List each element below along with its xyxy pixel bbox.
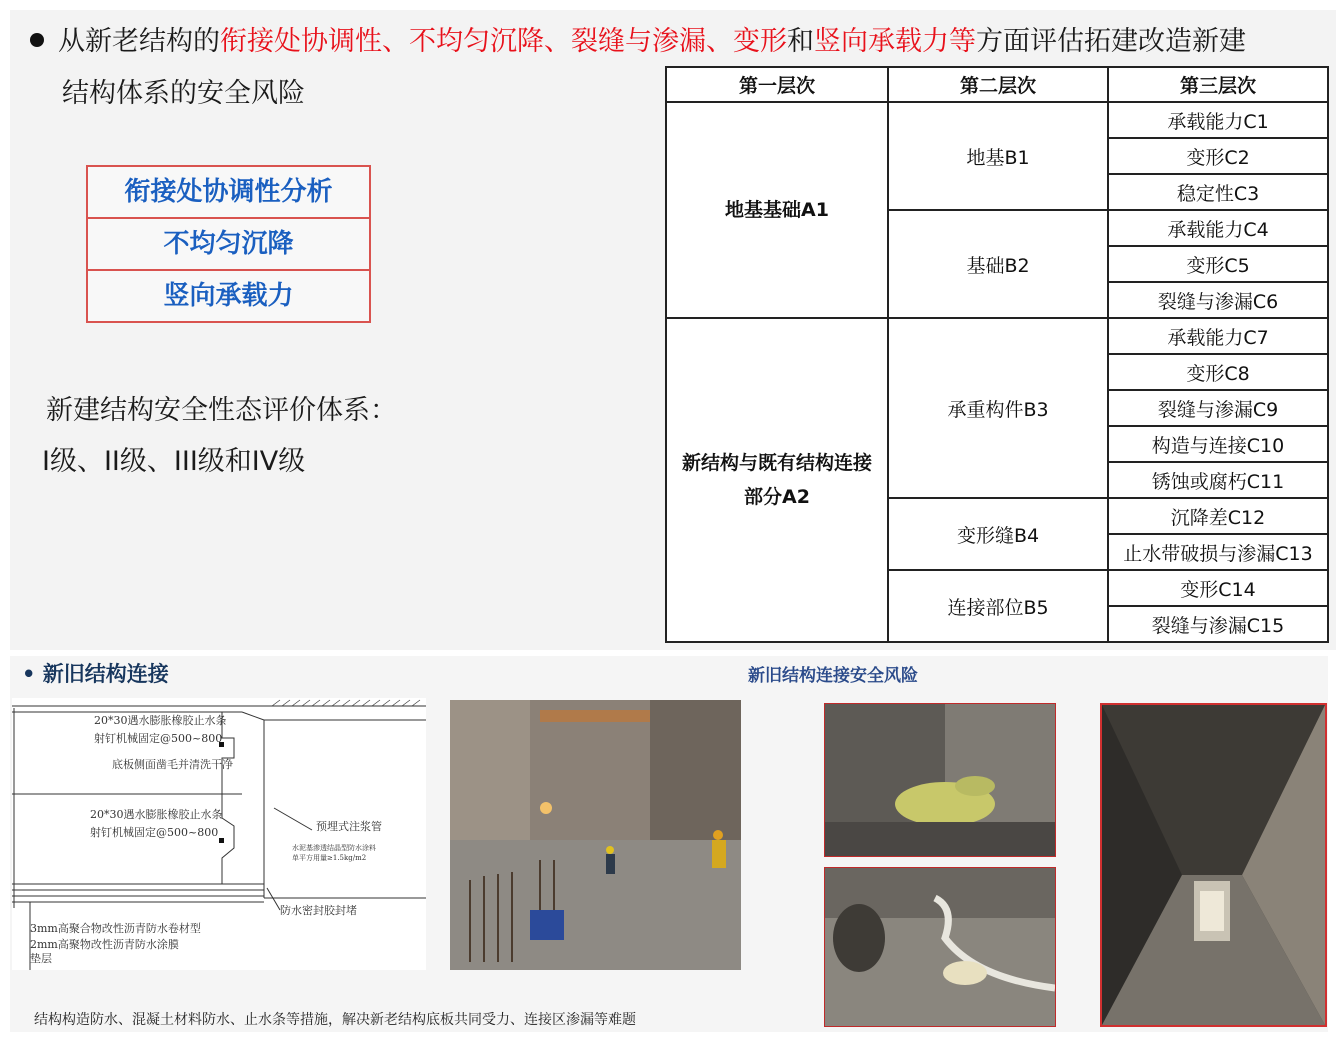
cell-c9: 裂缝与渗漏C9 [1108, 390, 1328, 426]
table-row [666, 318, 1328, 354]
label-coating-film: 2mm高聚物改性沥青防水涂膜 [30, 938, 179, 951]
cell-c12: 沉降差C12 [1108, 498, 1328, 534]
cell-a2-line-1: 新结构与既有结构连接 [681, 452, 872, 474]
bottom-caption: 结构构造防水、混凝土材料防水、止水条等措施，解决新老结构底板共同受力、连接区渗漏等难题 [34, 1012, 636, 1028]
cell-a2 [666, 318, 888, 642]
cell-b5: 连接部位B5 [888, 570, 1108, 642]
intro-highlight-1: 衔接处协调性、不均匀沉降、裂缝与渗漏、变形 [220, 26, 787, 57]
cell-b3: 承重构件B3 [888, 318, 1108, 498]
cell-a1: 地基基础A1 [666, 102, 888, 318]
tunnel-photo-svg [1102, 705, 1325, 1025]
table-row [666, 102, 1328, 138]
leakage-photo-1 [824, 703, 1056, 857]
cell-c6: 裂缝与渗漏C6 [1108, 282, 1328, 318]
intro-line-1 [30, 22, 1246, 62]
bullet-dot-icon [30, 33, 44, 47]
cell-a2-line-2: 部分A2 [744, 486, 810, 508]
section-title-left-text: 新旧结构连接 [42, 662, 169, 686]
detail-drawing-svg [12, 698, 426, 970]
focus-item-coordination: 衔接处协调性分析 [88, 167, 369, 219]
label-sealant: 防水密封胶封堵 [280, 904, 357, 917]
tunnel-photo [1100, 703, 1327, 1027]
section-title-right: 新旧结构连接安全风险 [748, 666, 918, 686]
waterproof-detail-drawing [12, 698, 426, 970]
cell-c1: 承载能力C1 [1108, 102, 1328, 138]
table-header-row [666, 67, 1328, 102]
intro-highlight-2: 竖向承载力等 [814, 26, 976, 57]
cell-c14: 变形C14 [1108, 570, 1328, 606]
label-roughen: 底板侧面凿毛并清洗干净 [112, 758, 233, 771]
header-level-2: 第二层次 [888, 67, 1108, 102]
intro-mid: 和 [787, 26, 814, 57]
label-nail-1: 射钉机械固定@500~800 [94, 732, 223, 745]
section-title-left [22, 658, 169, 688]
leakage-photo-2-svg [825, 868, 1056, 1027]
cell-c3: 稳定性C3 [1108, 174, 1328, 210]
leakage-photo-1-svg [825, 704, 1056, 857]
evaluation-table [665, 66, 1329, 643]
bullet-icon: • [22, 662, 36, 686]
label-membrane: 3mm高聚合物改性沥青防水卷材型 [30, 922, 201, 935]
cell-b2: 基础B2 [888, 210, 1108, 318]
cell-b4: 变形缝B4 [888, 498, 1108, 570]
label-dosage: 单平方用量≥1.5kg/m2 [292, 854, 367, 862]
cell-c4: 承载能力C4 [1108, 210, 1328, 246]
evaluation-levels: I级、II级、III级和IV级 [42, 446, 306, 477]
intro-suffix: 方面评估拓建改造新建 [976, 26, 1246, 57]
cell-c7: 承载能力C7 [1108, 318, 1328, 354]
leakage-photo-2 [824, 867, 1056, 1027]
cell-c13: 止水带破损与渗漏C13 [1108, 534, 1328, 570]
header-level-3: 第三层次 [1108, 67, 1328, 102]
cell-c2: 变形C2 [1108, 138, 1328, 174]
cell-c5: 变形C5 [1108, 246, 1328, 282]
focus-item-settlement: 不均匀沉降 [88, 219, 369, 271]
construction-site-photo-svg [450, 700, 741, 970]
cell-c15: 裂缝与渗漏C15 [1108, 606, 1328, 642]
construction-site-photo [450, 700, 741, 970]
focus-box [86, 165, 371, 323]
cell-c10: 构造与连接C10 [1108, 426, 1328, 462]
label-waterstop-2: 20*30遇水膨胀橡胶止水条 [90, 808, 223, 821]
cell-c11: 锈蚀或腐朽C11 [1108, 462, 1328, 498]
focus-item-bearing: 竖向承载力 [163, 281, 294, 311]
label-coating: 水泥基渗透结晶型防水涂料 [292, 844, 376, 852]
header-level-1: 第一层次 [666, 67, 888, 102]
label-waterstop-1: 20*30遇水膨胀橡胶止水条 [94, 714, 227, 727]
label-grout-pipe: 预埋式注浆管 [316, 820, 382, 833]
cell-c8: 变形C8 [1108, 354, 1328, 390]
label-nail-2: 射钉机械固定@500~800 [90, 826, 219, 839]
cell-b1: 地基B1 [888, 102, 1108, 210]
intro-line-2: 结构体系的安全风险 [62, 78, 305, 109]
label-cushion: 垫层 [30, 952, 52, 965]
evaluation-title: 新建结构安全性态评价体系： [46, 395, 397, 426]
intro-prefix: 从新老结构的 [58, 26, 220, 57]
